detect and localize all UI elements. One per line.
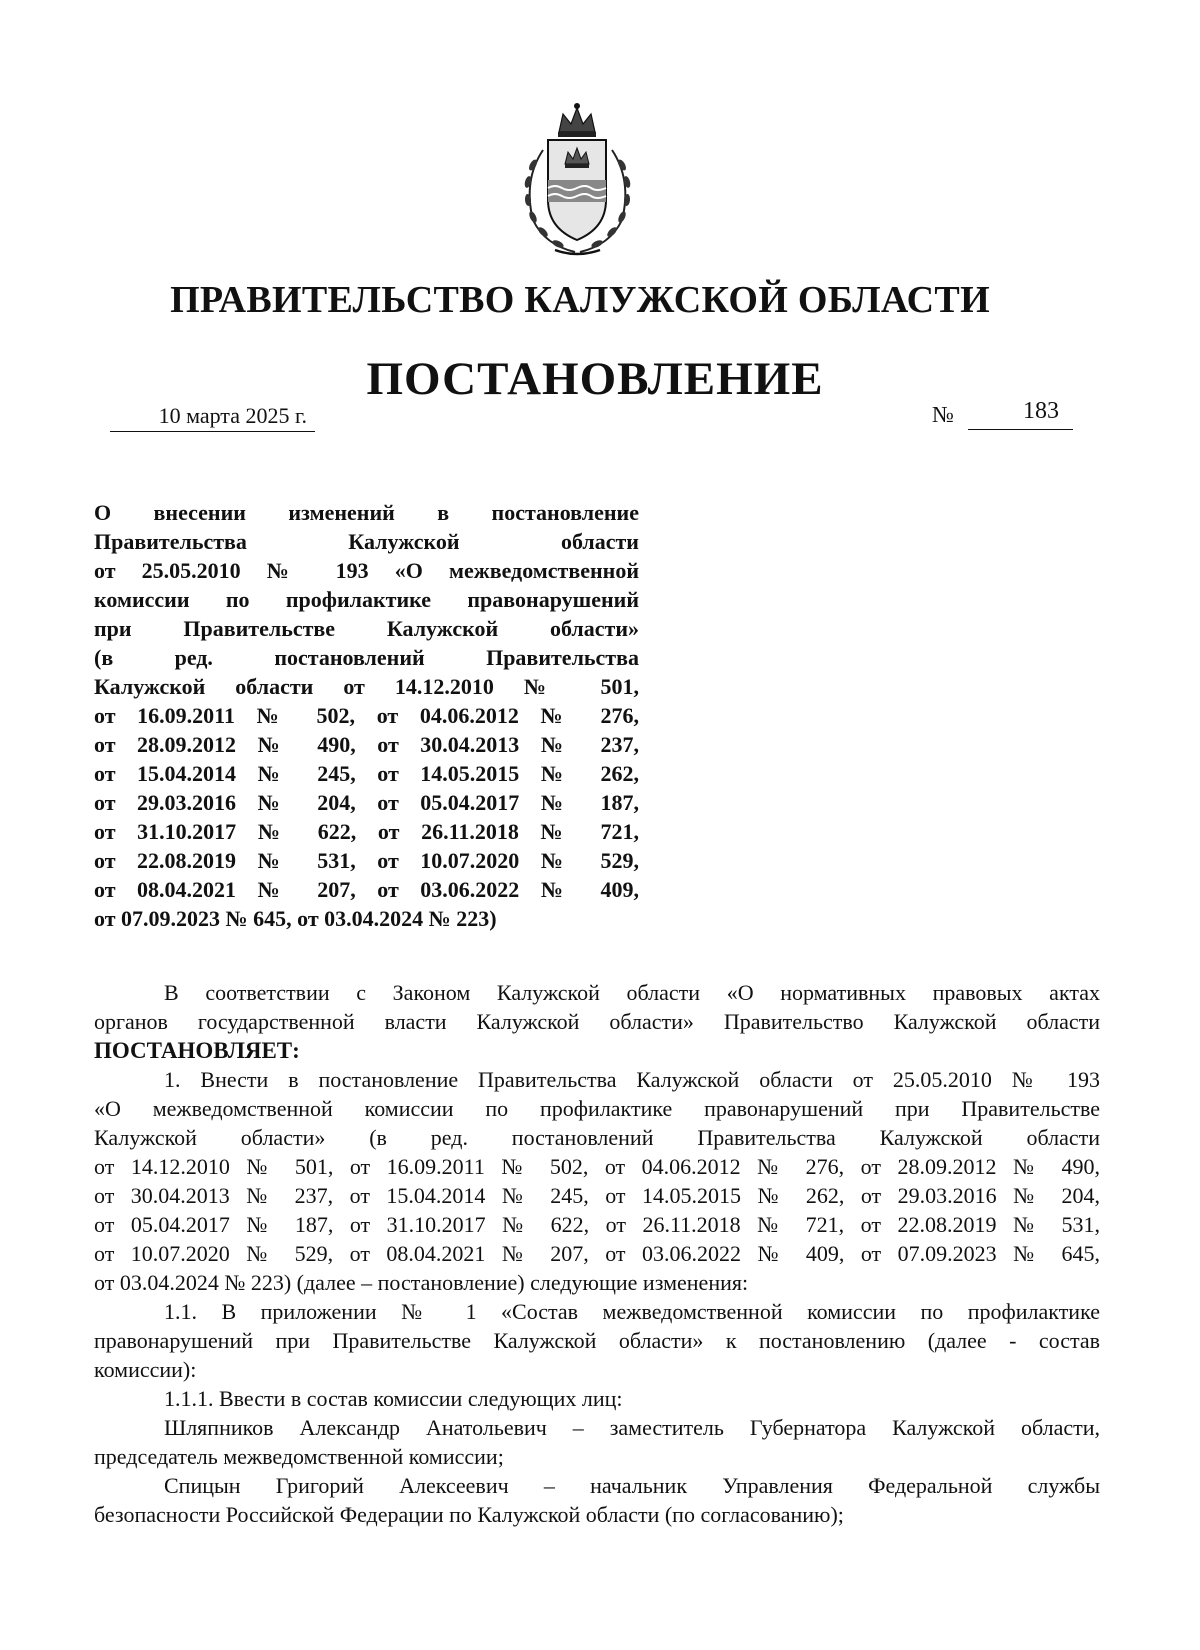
body-line: Шляпников Александр Анатольевич – заместитель Губернатора Калужской области,: [164, 1415, 1100, 1440]
subject-line: при Правительстве Калужской области»: [94, 616, 639, 641]
subject-line: от 15.04.2014 № 245, от 14.05.2015 № 262,: [94, 761, 639, 786]
document-number: 183: [968, 398, 1073, 430]
body-line: от 14.12.2010 № 501, от 16.09.2011 № 502, от 04.06.2012 № 276, от 28.09.2012 № 490,: [94, 1154, 1100, 1179]
subject-line: от 22.08.2019 № 531, от 10.07.2020 № 529,: [94, 848, 639, 873]
body-line: председатель межведомственной комиссии;: [94, 1444, 504, 1469]
subject-line: О внесении изменений в постановление: [94, 500, 639, 525]
body-line: комиссии):: [94, 1357, 197, 1382]
subject-line: от 29.03.2016 № 204, от 05.04.2017 № 187,: [94, 790, 639, 815]
resolves-heading: ПОСТАНОВЛЯЕТ:: [94, 1038, 300, 1063]
body-line: 1.1.1. Ввести в состав комиссии следующих лиц:: [164, 1386, 623, 1411]
subject-line: (в ред. постановлений Правительства: [94, 645, 639, 670]
body-line: 1. Внести в постановление Правительства Калужской области от 25.05.2010 № 193: [164, 1067, 1100, 1092]
body-line: от 10.07.2020 № 529, от 08.04.2021 № 207, от 03.06.2022 № 409, от 07.09.2023 № 645,: [94, 1241, 1100, 1266]
subject-line: от 28.09.2012 № 490, от 30.04.2013 № 237,: [94, 732, 639, 757]
number-sign: №: [932, 402, 954, 427]
body-line: Спицын Григорий Алексеевич – начальник Управления Федеральной службы: [164, 1473, 1100, 1498]
subject-line: от 07.09.2023 № 645, от 03.04.2024 № 223): [94, 906, 497, 931]
subject-line: Калужской области от 14.12.2010 № 501,: [94, 674, 639, 699]
body-line: от 05.04.2017 № 187, от 31.10.2017 № 622, от 26.11.2018 № 721, от 22.08.2019 № 531,: [94, 1212, 1100, 1237]
coat-of-arms-icon: [515, 100, 640, 258]
organization-title: ПРАВИТЕЛЬСТВО КАЛУЖСКОЙ ОБЛАСТИ: [170, 279, 990, 321]
subject-line: от 08.04.2021 № 207, от 03.06.2022 № 409,: [94, 877, 639, 902]
body-line: органов государственной власти Калужской области» Правительство Калужской области: [94, 1009, 1100, 1034]
body-line: безопасности Российской Федерации по Калужской области (по согласованию);: [94, 1502, 844, 1527]
subject-line: от 31.10.2017 № 622, от 26.11.2018 № 721,: [94, 819, 639, 844]
body-line: «О межведомственной комиссии по профилактике правонарушений при Правительстве: [94, 1096, 1100, 1121]
subject-line: комиссии по профилактике правонарушений: [94, 587, 639, 612]
body-line: В соответствии с Законом Калужской области «О нормативных правовых актах: [164, 980, 1100, 1005]
body-line: 1.1. В приложении № 1 «Состав межведомственной комиссии по профилактике: [164, 1299, 1100, 1324]
body-line: от 03.04.2024 № 223) (далее – постановление) следующие изменения:: [94, 1270, 749, 1295]
document-subject: [94, 498, 639, 933]
subject-line: от 25.05.2010 № 193 «О межведомственной: [94, 558, 639, 583]
subject-line: от 16.09.2011 № 502, от 04.06.2012 № 276,: [94, 703, 639, 728]
document-date: 10 марта 2025 г.: [110, 400, 315, 432]
subject-line: Правительства Калужской области: [94, 529, 639, 554]
body-line: от 30.04.2013 № 237, от 15.04.2014 № 245, от 14.05.2015 № 262, от 29.03.2016 № 204,: [94, 1183, 1100, 1208]
document-type-heading: ПОСТАНОВЛЕНИЕ: [366, 353, 824, 405]
body-line: правонарушений при Правительстве Калужской области» к постановлению (далее - состав: [94, 1328, 1100, 1353]
document-body: [94, 978, 1100, 1529]
body-line: Калужской области» (в ред. постановлений Правительства Калужской области: [94, 1125, 1100, 1150]
